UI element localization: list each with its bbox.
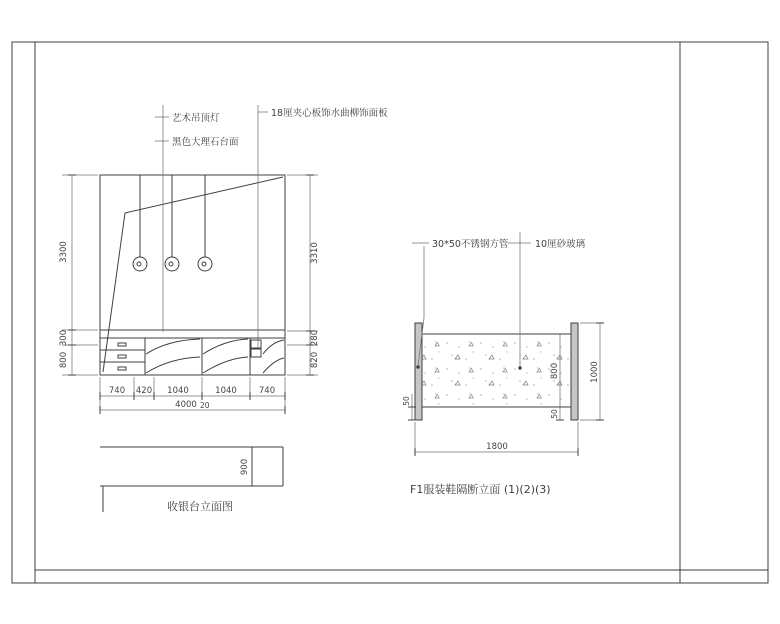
sheet-border: [12, 42, 768, 583]
dim-300: 300: [59, 329, 69, 347]
sheet-outer-border: [12, 42, 768, 583]
label-veneer-panel: 18厘夹心板饰水曲柳饰面板: [271, 108, 388, 119]
dim-3300: 3300: [59, 241, 69, 263]
dim-3310: 3310: [310, 242, 320, 264]
dim-1800: 1800: [486, 442, 508, 452]
dim-1040: 1040: [215, 386, 237, 396]
wall-dims-left: [59, 175, 98, 375]
dim-1000: 1000: [590, 361, 600, 383]
lamp-bulb-icon: [169, 262, 173, 266]
door-curve: [146, 357, 200, 373]
lamp-bulb-icon: [202, 262, 206, 266]
label-steel-tube: 30*50不锈钢方管: [432, 239, 509, 250]
dim-glass-800: 800: [550, 362, 560, 380]
door-handle: [251, 349, 261, 357]
door-curve: [263, 358, 284, 373]
dim-50-right: 50: [550, 409, 559, 419]
drawer-handle: [118, 355, 126, 358]
dim-total-4000: 4000: [175, 400, 197, 410]
wall-outline: [100, 175, 285, 375]
label-art-pendant-lamp: 艺术吊顶灯: [172, 113, 220, 124]
partition-section: [402, 232, 604, 496]
lamp-shade-icon: [198, 257, 212, 271]
drawer-handle: [118, 367, 126, 370]
leader-dot: [518, 366, 521, 369]
wall-dims-right: [287, 175, 320, 375]
lamp-shade-icon: [165, 257, 179, 271]
lamp-shade-icon: [133, 257, 147, 271]
dim-gap-20: 20: [200, 401, 210, 410]
lamp-bulb-icon: [137, 262, 141, 266]
counter-caption: 收银台立面图: [167, 500, 233, 513]
door-curve: [263, 340, 284, 354]
pendant-lamp: [198, 175, 212, 271]
dim-900: 900: [240, 458, 250, 476]
dim-280: 280: [310, 329, 320, 347]
door-curve: [146, 339, 200, 354]
label-frosted-glass: 10厘砂玻璃: [535, 239, 586, 250]
steel-post-right: [571, 323, 578, 420]
pendant-lamp: [133, 175, 147, 271]
door-curve: [203, 357, 248, 373]
wall-diagonal-line: [103, 177, 283, 372]
steel-post-left: [415, 323, 422, 420]
counter-detail: [100, 447, 283, 513]
wall-elevation: [100, 175, 285, 375]
wall-dims-bottom: [100, 377, 285, 414]
dim-820: 820: [310, 351, 320, 369]
dim-1040: 1040: [167, 386, 189, 396]
dim-800: 800: [59, 351, 69, 369]
dim-740: 740: [258, 386, 276, 396]
drawer-handle: [118, 343, 126, 346]
partition-caption: F1服装鞋隔断立面 (1)(2)(3): [410, 483, 551, 496]
label-black-marble-top: 黑色大理石台面: [172, 137, 239, 148]
door-handle: [251, 340, 261, 348]
pendant-lamp: [165, 175, 179, 271]
frosted-glass-panel: [422, 334, 571, 407]
wall-annotations: [155, 105, 388, 348]
dim-740: 740: [108, 386, 126, 396]
dim-50-left: 50: [402, 396, 411, 406]
dim-420: 420: [135, 386, 153, 396]
door-curve: [203, 339, 248, 354]
leader-dot: [416, 365, 419, 368]
